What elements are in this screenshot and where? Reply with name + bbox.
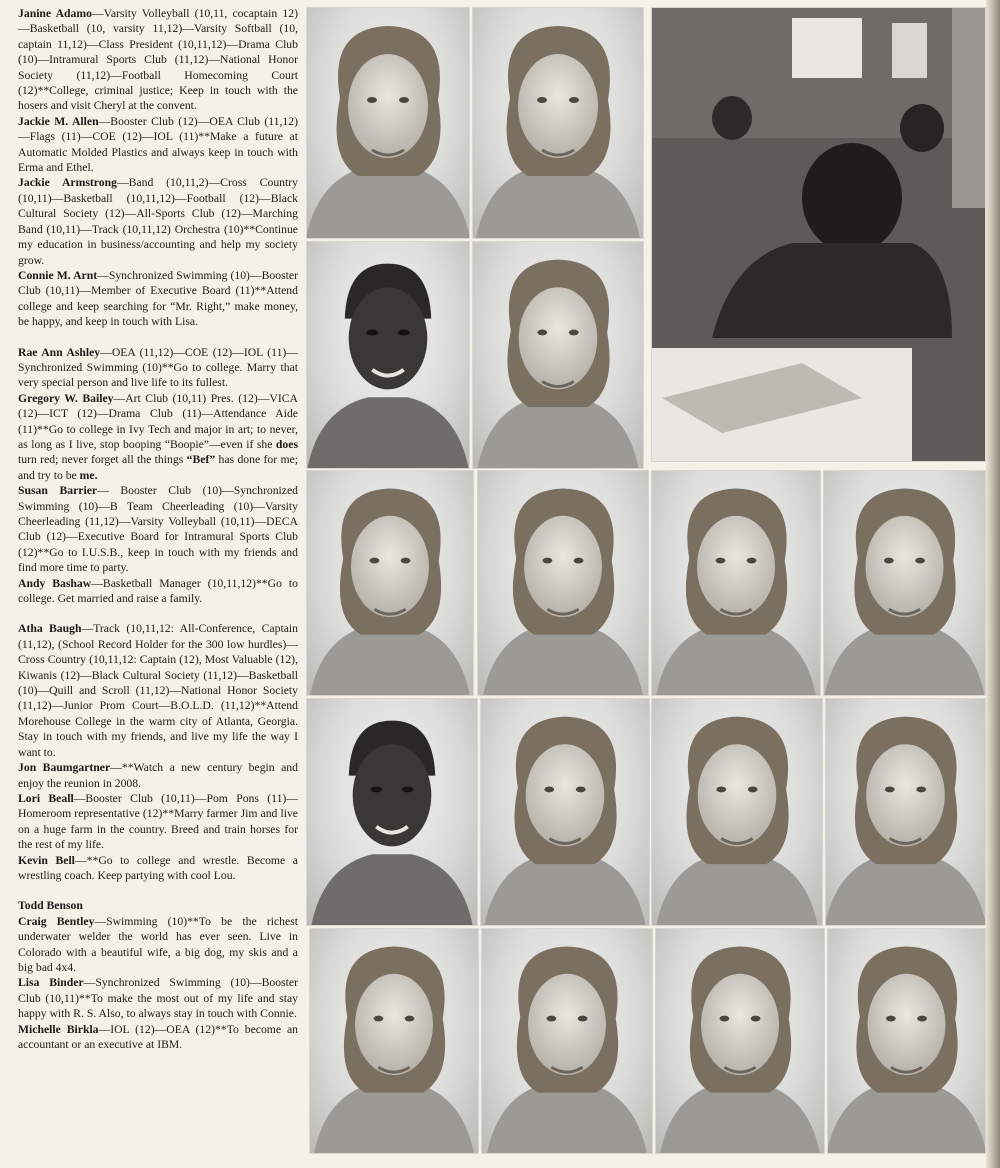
- bio-text: —Basketball Manager (10,11,12)**Go to college. Get married and raise a family.: [18, 576, 298, 606]
- bio-jackie-allen: [18, 114, 298, 176]
- bio-name: Rae Ann Ashley: [18, 345, 101, 359]
- portrait-photo-jackie-allen: [472, 7, 644, 239]
- portrait-photo-kevin-bell: [825, 698, 986, 926]
- bio-name: Susan Barrier: [18, 484, 98, 498]
- portrait-photo-connie-arnt: [472, 241, 644, 469]
- portrait-photo-icon: [828, 929, 985, 1153]
- bio-name: Michelle Birkla: [18, 1022, 99, 1036]
- bio-rae-ann-ashley: [18, 345, 298, 391]
- bio-text: —Booster Club (10,11)—Pom Pons (11)—Homeroom representative (12)**Marry farmer Jim and live on a huge farm in the country. Breed and train horses for the rest of my life.: [18, 791, 298, 852]
- page-binding-edge: [986, 0, 1000, 1168]
- portrait-photo-jon-baumgartner: [480, 698, 650, 926]
- bio-name: Andy Bashaw: [18, 576, 92, 590]
- classroom-candid-icon: [652, 8, 985, 461]
- bio-name: Lisa Binder: [18, 976, 84, 990]
- portrait-photo-michelle-birkla: [827, 928, 986, 1154]
- bio-name: Kevin Bell: [18, 853, 75, 867]
- bio-jackie-armstrong: [18, 175, 298, 267]
- portrait-photo-icon: [307, 242, 469, 468]
- portrait-photo-icon: [473, 242, 643, 468]
- portrait-photo-janine-adamo: [306, 7, 470, 239]
- bio-emphasis: “Bef”: [186, 453, 216, 467]
- bio-andy-bashaw: [18, 576, 298, 607]
- bio-text: turn red; never forget all the things: [18, 453, 187, 467]
- bio-text: —Synchronized Swimming (10)—Booster Club (10,11)—Member of Executive Board (11)**Attend college and keep searching for “Mr. Right,” make money, be happy, and keep in touch with Lisa.: [18, 268, 298, 329]
- bio-text: —Track (10,11,12: All-Conference, Captain (11,12), (School Record Holder for the 300 low hurdles)—Cross Country (10,11,12: Captain (12), Most Valuable (12), Kiwanis (12)—Black Cultural Society (11,12)—Basketball (10)—Quill and Scroll (11,12)—National Honor Society (11,12)—Junior Prom Court—B.O.L.D. (11,12)**Attend Morehouse College in the warm city of Atlanta, Georgia. Stay in touch with my friends, and live my life the way I want to.: [18, 622, 298, 759]
- bio-craig-bentley: [18, 914, 298, 976]
- bio-jon-baumgartner: [18, 760, 298, 791]
- bio-text: —Booster Club (12)—OEA Club (11,12)—Flags (11)—COE (12)—IOL (11)**Make a future at Automatic Molded Plastics and always keep in touch with Erma and Ethel.: [18, 114, 298, 175]
- portrait-photo-icon: [482, 929, 652, 1153]
- portrait-photo-icon: [473, 8, 643, 238]
- portrait-photo-icon: [478, 471, 648, 695]
- portrait-photo-icon: [652, 699, 822, 925]
- portrait-photo-susan-barrier: [651, 470, 821, 696]
- portrait-photo-todd-benson: [309, 928, 479, 1154]
- portrait-photo-rae-ann-ashley: [306, 470, 474, 696]
- bio-text: has done for me; and try to be: [18, 453, 299, 482]
- portrait-photo-icon: [656, 929, 824, 1153]
- portrait-photo-andy-bashaw: [823, 470, 986, 696]
- bio-name: Jon Baumgartner: [18, 761, 111, 775]
- portrait-photo-atha-baugh: [306, 698, 478, 926]
- portrait-photo-icon: [310, 929, 478, 1153]
- bio-text: —IOL (12)—OEA (12)**To become an accountant or an executive at IBM.: [18, 1022, 298, 1051]
- bio-emphasis: me.: [79, 468, 98, 482]
- bio-kevin-bell: [18, 853, 298, 884]
- bio-todd-benson: [18, 898, 298, 913]
- bio-name: Todd Benson: [18, 899, 83, 913]
- portrait-photo-icon: [307, 699, 477, 925]
- bio-connie-arnt: [18, 268, 298, 330]
- bio-text: —Varsity Volleyball (10,11, cocaptain 12)—Basketball (10, varsity 11,12)—Varsity Softball (10, captain 11,12)—Class President (10,11,12)—Drama Club (10)—Intramural Sports Club (11,12)—National Honor Society (11,12)—Football Homecoming Court (12)**College, criminal justice; Keep in touch with the hosers and visit Cheryl at the convent.: [18, 7, 298, 113]
- bio-name: Atha Baugh: [18, 622, 82, 636]
- bio-name: Jackie M. Allen: [18, 114, 99, 128]
- portrait-photo-icon: [826, 699, 985, 925]
- bio-lori-beall: [18, 791, 298, 853]
- senior-bios-column: [18, 6, 298, 1052]
- portrait-photo-lori-beall: [651, 698, 823, 926]
- bio-susan-barrier: [18, 483, 298, 575]
- bio-emphasis: does: [275, 437, 298, 451]
- bio-michelle-birkla: [18, 1022, 298, 1053]
- bio-atha-baugh: [18, 621, 298, 760]
- portrait-photo-icon: [824, 471, 985, 695]
- portrait-photo-icon: [307, 8, 469, 238]
- bio-text: — Booster Club (10)—Synchronized Swimming (10)—B Team Cheerleading (10)—Varsity Cheerleading (11,12)—Varsity Volleyball (10,11)—DECA Club (12)—Executive Board for Intramural Sports Club (12)**Go to I.U.S.B., keep in touch with my friends and find more time to party.: [18, 484, 299, 575]
- bio-name: Janine Adamo: [18, 7, 92, 20]
- portrait-photo-jackie-armstrong: [306, 241, 470, 469]
- portrait-photo-icon: [307, 471, 473, 695]
- bio-text: —OEA (11,12)—COE (12)—IOL (11)—Synchronized Swimming (10)**Go to college. Marry that very special person and live life to its fullest.: [18, 345, 298, 390]
- portrait-photo-icon: [481, 699, 649, 925]
- classroom-candid-photo: [651, 7, 986, 462]
- bio-text: —Art Club (10,11) Pres. (12)—VICA (12)—ICT (12)—Drama Club (11)—Attendance Aide (11)**Go to college in Ivy Tech and major in art; to never, as long as I live, stop booping “Boopie”—even if she: [18, 391, 298, 451]
- portrait-photo-gregory-bailey: [477, 470, 649, 696]
- bio-text: —Band (10,11,2)—Cross Country (10,11)—Basketball (10,11,12)—Football (12)—Black Cultural Society (12)—All-Sports Club (12)—Marching Band (10,11)—Track (10,11,12) Orchestra (10)**Continue my education in business/accounting and help my society grow.: [18, 176, 298, 267]
- portrait-photo-icon: [652, 471, 820, 695]
- portrait-photo-craig-bentley: [481, 928, 653, 1154]
- bio-name: Gregory W. Bailey: [18, 391, 114, 405]
- bio-text: —Synchronized Swimming (10)—Booster Club (10,11)**To make the most out of my life and stay happy with R. S. Also, to always stay in touch with Connie.: [18, 976, 298, 1021]
- bio-janine-adamo: [18, 6, 298, 114]
- bio-text: —**Watch a new century begin and enjoy the reunion in 2008.: [18, 761, 298, 790]
- bio-name: Craig Bentley: [18, 914, 95, 928]
- bio-name: Connie M. Arnt: [18, 268, 98, 282]
- bio-text: —**Go to college and wrestle. Become a wrestling coach. Keep partying with cool Lou.: [18, 853, 298, 882]
- bio-text: —Swimming (10)**To be the richest underwater welder the world has ever seen. Live in Colorado with a beautiful wife, a big dog, my skis and a big bad 4x4.: [18, 914, 299, 974]
- bio-lisa-binder: [18, 975, 298, 1021]
- bio-name: Lori Beall: [18, 791, 74, 805]
- portrait-photo-lisa-binder: [655, 928, 825, 1154]
- bio-name: Jackie Armstrong: [18, 176, 117, 190]
- bio-gregory-bailey: [18, 391, 298, 483]
